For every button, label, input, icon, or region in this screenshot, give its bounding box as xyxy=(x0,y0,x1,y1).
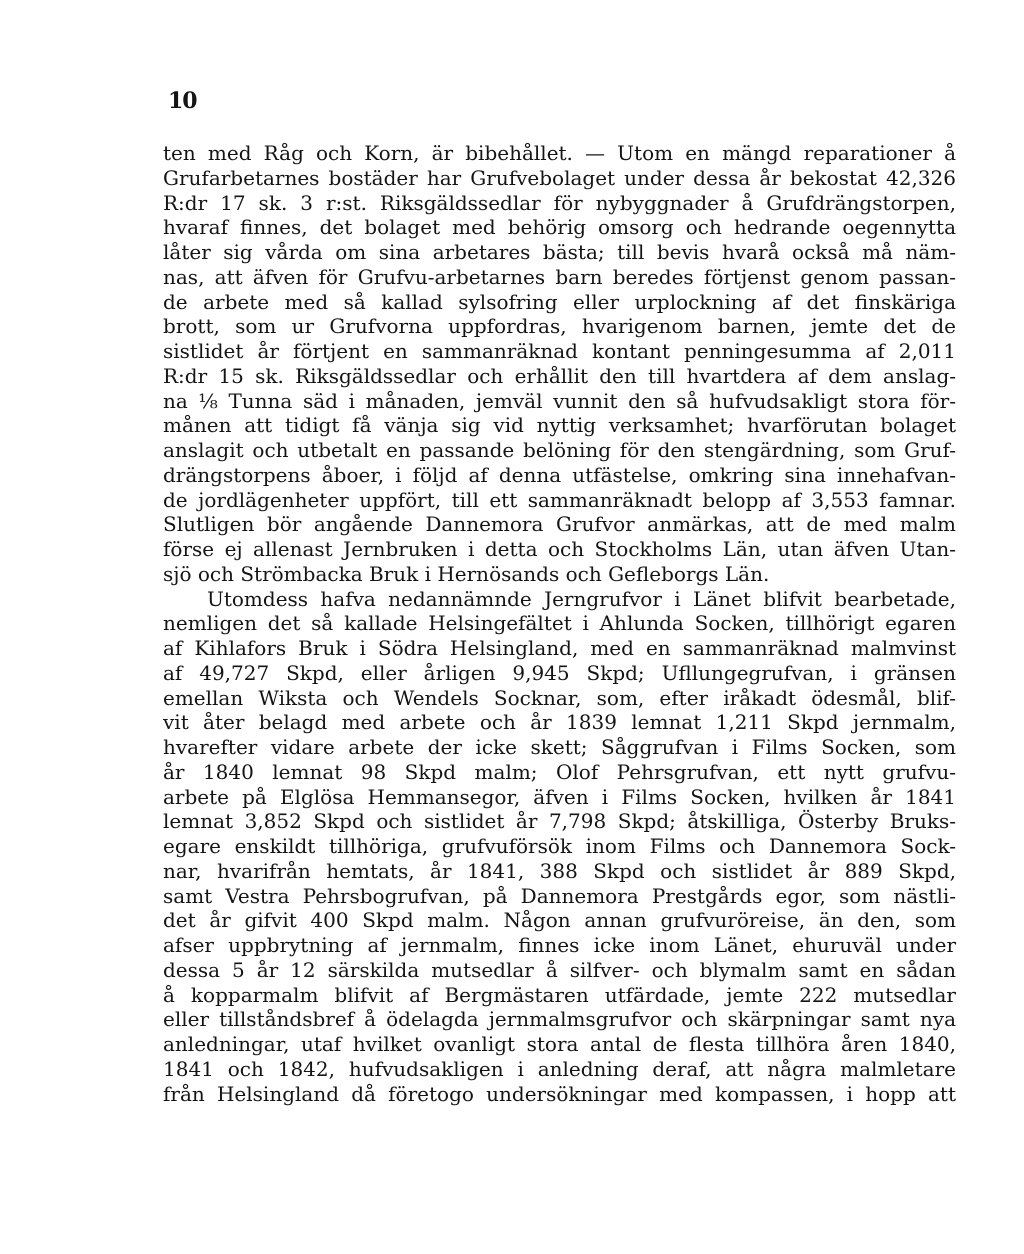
text-line: Utomdess hafva nedannämnde Jerngrufvor i Länet blifvit bearbetade, xyxy=(207,586,956,611)
text-line: egare enskildt tillhöriga, grufvuförsök inom Films och Dannemora Sock- xyxy=(163,834,956,858)
text-line: månen att tidigt få vänja sig vid nyttig verksamhet; hvarförutan bolaget xyxy=(163,413,956,438)
text-line: nemligen det så kallade Helsingefältet i Ahlunda Socken, tillhörigt egaren xyxy=(163,611,956,636)
text-line: de arbete med så kallad sylsofring eller urplockning af det finskäriga xyxy=(163,289,956,314)
text-line: låter sig vårda om sina arbetares bästa; till bevis hvarå också må näm- xyxy=(163,240,956,264)
text-line: af 49,727 Skpd, eller årligen 9,945 Skpd; Ufllungegrufvan, i gränsen xyxy=(163,660,956,685)
text-line: anslagit och utbetalt en passande belöning för den stengärdning, som Gruf- xyxy=(163,438,956,462)
body-text xyxy=(163,141,956,1106)
text-line: eller tillståndsbref å ödelagda jernmalmsgrufvor och skärpningar samt nya xyxy=(163,1007,956,1032)
text-line: förse ej allenast Jernbruken i detta och Stockholms Län, utan äfven Utan- xyxy=(163,537,956,561)
text-line: nar, hvarifrån hemtats, år 1841, 388 Skpd och sistlidet år 889 Skpd, xyxy=(163,858,956,883)
text-line: lemnat 3,852 Skpd och sistlidet år 7,798 Skpd; åtskilliga, Österby Bruks- xyxy=(163,809,956,834)
text-line: na ⅛ Tunna säd i månaden, jemväl vunnit den så hufvudsakligt stora för- xyxy=(163,388,956,413)
text-line: drängstorpens åboer, i följd af denna utfästelse, omkring sina innehafvan- xyxy=(163,462,956,487)
text-line: sjö och Strömbacka Bruk i Hernösands och Gefleborgs Län. xyxy=(163,561,770,586)
text-line: hvarefter vidare arbete der icke skett; Såggrufvan i Films Socken, som xyxy=(163,735,956,759)
text-line: sistlidet år förtjent en sammanräknad kontant penningesumma af 2,011 xyxy=(163,339,956,363)
text-line: dessa 5 år 12 särskilda mutsedlar å silfver- och blymalm samt en sådan xyxy=(163,957,956,982)
text-line: 1841 och 1842, hufvudsakligen i anledning deraf, att några malmletare xyxy=(163,1056,956,1081)
text-line: samt Vestra Pehrsbogrufvan, på Dannemora Prestgårds egor, som nästli- xyxy=(163,883,956,908)
text-line: af Kihlafors Bruk i Södra Helsingland, med en sammanräknad malmvinst xyxy=(163,636,956,660)
text-line: Slutligen bör angående Dannemora Grufvor anmärkas, att de med malm xyxy=(163,512,956,537)
text-line: emellan Wiksta och Wendels Socknar, som, efter iråkadt ödesmål, blif- xyxy=(163,685,956,710)
text-line: å kopparmalm blifvit af Bergmästaren utfärdade, jemte 222 mutsedlar xyxy=(163,982,956,1007)
text-line: anledningar, utaf hvilket ovanligt stora antal de flesta tillhöra åren 1840, xyxy=(163,1032,956,1056)
page-number: 10 xyxy=(168,88,197,114)
text-line: år 1840 lemnat 98 Skpd malm; Olof Pehrsgrufvan, ett nytt grufvu- xyxy=(163,759,956,784)
text-line: Grufarbetarnes bostäder har Grufvebolaget under dessa år bekostat 42,326 xyxy=(163,165,956,190)
text-line: hvaraf finnes, det bolaget med behörig omsorg och hedrande oegennytta xyxy=(163,215,956,240)
text-line: brott, som ur Grufvorna uppfordras, hvarigenom barnen, jemte det de xyxy=(163,314,956,339)
text-line: vit åter belagd med arbete och år 1839 lemnat 1,211 Skpd jernmalm, xyxy=(163,710,956,735)
text-line: från Helsingland då företogo undersökningar med kompassen, i hopp att xyxy=(163,1081,956,1106)
text-line: de jordlägenheter uppfört, till ett sammanräknadt belopp af 3,553 famnar. xyxy=(163,487,956,512)
text-line: R:dr 17 sk. 3 r:st. Riksgäldssedlar för nybyggnader å Grufdrängstorpen, xyxy=(163,190,956,215)
text-line: R:dr 15 sk. Riksgäldssedlar och erhållit den till hvartdera af dem anslag- xyxy=(163,363,956,388)
text-line: afser uppbrytning af jernmalm, finnes icke inom Länet, ehuruväl under xyxy=(163,933,956,957)
text-line: det år gifvit 400 Skpd malm. Någon annan grufvuröreise, än den, som xyxy=(163,908,956,933)
text-line: ten med Råg och Korn, är bibehållet. — Utom en mängd reparationer å xyxy=(163,141,956,165)
text-line: nas, att äfven för Grufvu-arbetarnes barn beredes förtjenst genom passan- xyxy=(163,264,956,289)
text-line: arbete på Elglösa Hemmansegor, äfven i Films Socken, hvilken år 1841 xyxy=(163,784,956,809)
